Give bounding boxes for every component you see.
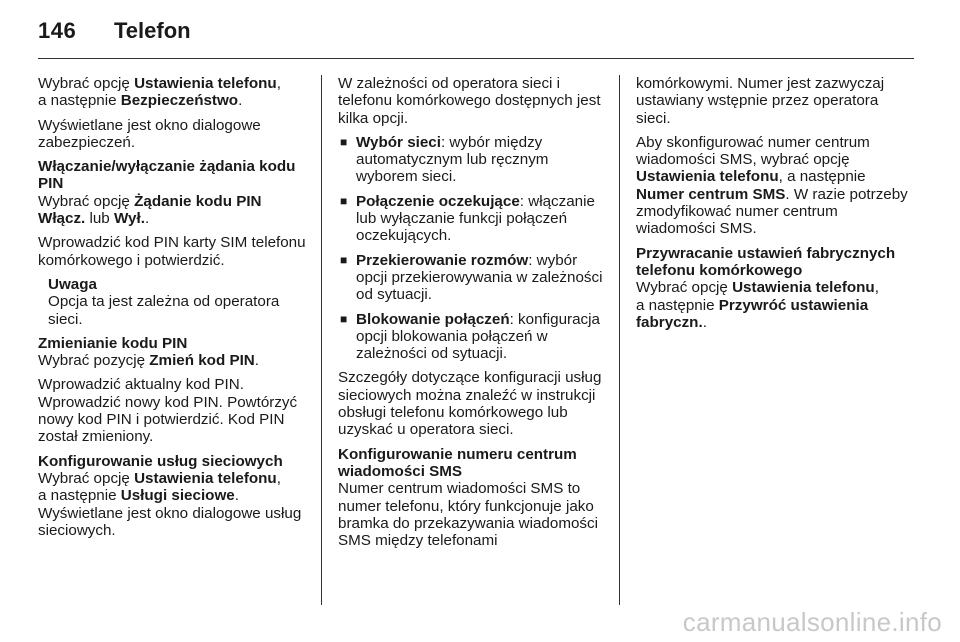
network-services-dialog: Wyświetlane jest okno dialogowe usług sieciowych. [38, 504, 302, 539]
factory-reset-paragraph: Wybrać opcję Ustawienia telefonu, a następnie Przywróć ustawienia fabryczn.. [636, 279, 879, 331]
note-label: Uwaga [48, 275, 97, 293]
column-divider-2 [619, 75, 620, 605]
header-rule [38, 58, 914, 59]
section-heading-network-services: Konfigurowanie usług sieciowych [38, 452, 283, 470]
watermark: carmanualsonline.info [682, 607, 942, 637]
bullet-icon: ■ [340, 311, 348, 326]
sms-center-continued: komórkowymi. Numer jest zazwyczaj ustawiany wstępnie przez operatora sieci. [636, 75, 885, 127]
column-1 [38, 75, 306, 546]
page-number: 146 [38, 18, 77, 43]
menu-ref-phone-settings: Ustawienia telefonu [134, 75, 277, 92]
list-item: ■ Połączenie oczekujące: włączanie lub wyłączanie funkcji połączeń oczekujących. [340, 192, 595, 245]
network-services-paragraph: Wybrać opcję Ustawienia telefonu, a następnie Usługi sieciowe. [38, 469, 281, 505]
section-heading-pin-toggle: Włączanie/wyłączanie żądania kodu PIN [38, 158, 296, 193]
options-intro: W zależności od operatora sieci i telefonu komórkowego dostępnych jest kilka opcji. [338, 75, 601, 127]
page-title: Telefon [114, 18, 191, 43]
pin-toggle-paragraph: Wybrać opcję Żądanie kodu PIN Włącz. lub Wył.. [38, 192, 262, 228]
note-text: Opcja ta jest zależna od operatora sieci. [48, 293, 280, 328]
bullet-icon: ■ [340, 193, 348, 208]
change-pin-paragraph: Wybrać pozycję Zmień kod PIN. [38, 352, 259, 370]
change-pin-steps: Wprowadzić aktualny kod PIN. Wprowadzić nowy kod PIN. Powtórzyć nowy kod PIN i potwierdzić. Kod PIN został zmieniony. [38, 376, 298, 446]
bullet-icon: ■ [340, 134, 348, 149]
bullet-icon: ■ [340, 252, 348, 267]
sms-center-paragraph: Numer centrum wiadomości SMS to numer telefonu, który funkcjonuje jako bramka do przekazywania wiadomości SMS między telefonami [338, 480, 598, 550]
menu-ref-security: Bezpieczeństwo [120, 92, 239, 110]
details-paragraph: Szczegóły dotyczące konfiguracji usług sieciowych można znaleźć w instrukcji obsługi telefonu komórkowego lub uzyskać u operatora sieci. [338, 369, 602, 439]
list-item: ■ Wybór sieci: wybór między automatycznym lub ręcznym wyborem sieci. [340, 133, 549, 186]
section-heading-change-pin: Zmienianie kodu PIN [38, 334, 188, 352]
section-heading-factory-reset: Przywracanie ustawień fabrycznych telefonu komórkowego [636, 244, 896, 279]
column-divider-1 [321, 75, 322, 605]
security-dialog-paragraph: Wyświetlane jest okno dialogowe zabezpieczeń. [38, 116, 261, 151]
list-item: ■ Przekierowanie rozmów: wybór opcji przekierowywania w zależności od sytuacji. [340, 251, 603, 304]
options-list [338, 134, 608, 363]
column-2 [338, 75, 608, 556]
intro-paragraph: Wybrać opcję Ustawienia telefonu, a następnie Bezpieczeństwo. [38, 75, 281, 110]
note-box [48, 276, 306, 328]
pin-enter-paragraph: Wprowadzić kod PIN karty SIM telefonu komórkowego i potwierdzić. [38, 234, 306, 269]
column-3 [636, 75, 910, 338]
sms-center-config-paragraph: Aby skonfigurować numer centrum wiadomości SMS, wybrać opcję Ustawienia telefonu, a następnie Numer centrum SMS. W razie potrzeby zmodyfikować numer centrum wiadomości SMS. [636, 133, 908, 238]
list-item: ■ Blokowanie połączeń: konfiguracja opcji blokowania połączeń w zależności od sytuacji. [340, 310, 600, 363]
section-heading-sms-center: Konfigurowanie numeru centrum wiadomości SMS [338, 445, 577, 480]
